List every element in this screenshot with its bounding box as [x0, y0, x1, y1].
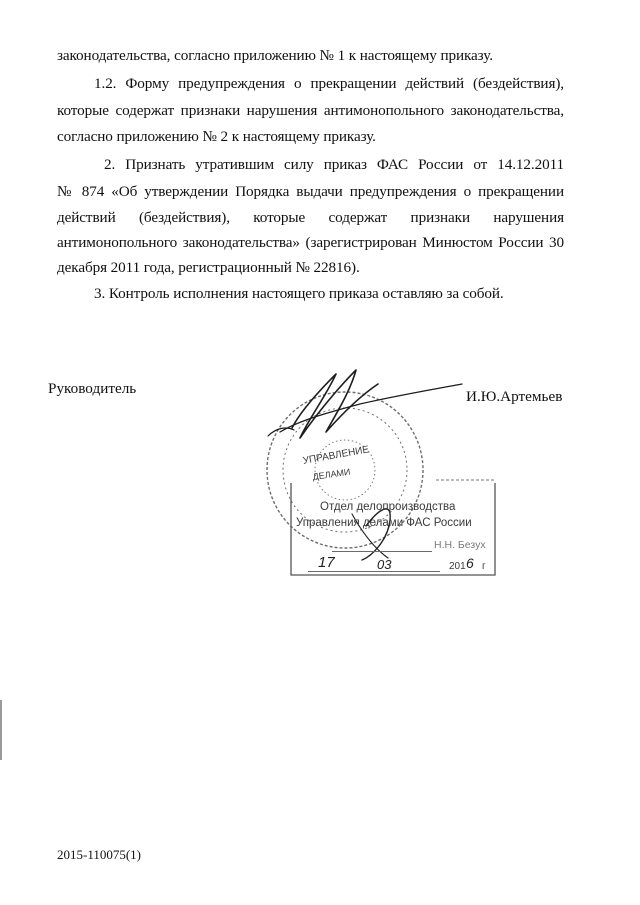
- footer-code: 2015-110075(1): [57, 847, 142, 862]
- text-line-8: антимонопольного законодательства» (зарегистрирован Минюстом России 30: [57, 234, 564, 251]
- text-line-4: согласно приложению № 2 к настоящему приказу.: [57, 128, 376, 145]
- stamp-line-1: Отдел делопроизводства: [320, 501, 456, 513]
- text-line-6: № 874 «Об утверждении Порядка выдачи предупреждения о прекращении: [57, 183, 564, 200]
- stamp-year-suffix: 6: [466, 555, 474, 571]
- stamp-year-unit: г: [482, 561, 486, 572]
- signer-role: Руководитель: [48, 380, 137, 397]
- stamp-verifier-rule: [332, 551, 432, 552]
- stamp-day: 17: [318, 554, 335, 571]
- text-line-10: 3. Контроль исполнения настоящего приказа оставляю за собой.: [94, 285, 504, 302]
- text-line-1: законодательства, согласно приложению № 1 к настоящему приказу.: [57, 47, 493, 64]
- signer-name: И.Ю.Артемьев: [466, 388, 563, 405]
- text-line-3: которые содержат признаки нарушения антимонопольного законодательства,: [57, 102, 564, 119]
- text-line-7: действий (бездействия), которые содержат признаки нарушения: [57, 209, 564, 226]
- stamp-date-rule: [308, 571, 440, 572]
- text-line-2: 1.2. Форму предупреждения о прекращении действий (бездействия),: [94, 75, 564, 92]
- seal-text-bottom: ДЕЛАМИ: [312, 466, 352, 482]
- seal-text-top: УПРАВЛЕНИЕ: [302, 444, 370, 467]
- scan-margin-artifact: [0, 700, 2, 760]
- text-line-5: 2. Признать утратившим силу приказ ФАС России от 14.12.2011: [104, 156, 564, 173]
- stamp-month: 03: [377, 557, 392, 572]
- stamp-line-2: Управления делами ФАС России: [296, 517, 472, 529]
- stamp-verifier: Н.Н. Безух: [434, 539, 486, 551]
- stamp-year-prefix: 201: [449, 561, 466, 572]
- text-line-9: декабря 2011 года, регистрационный № 22816).: [57, 259, 360, 276]
- registration-stamp: [288, 477, 500, 579]
